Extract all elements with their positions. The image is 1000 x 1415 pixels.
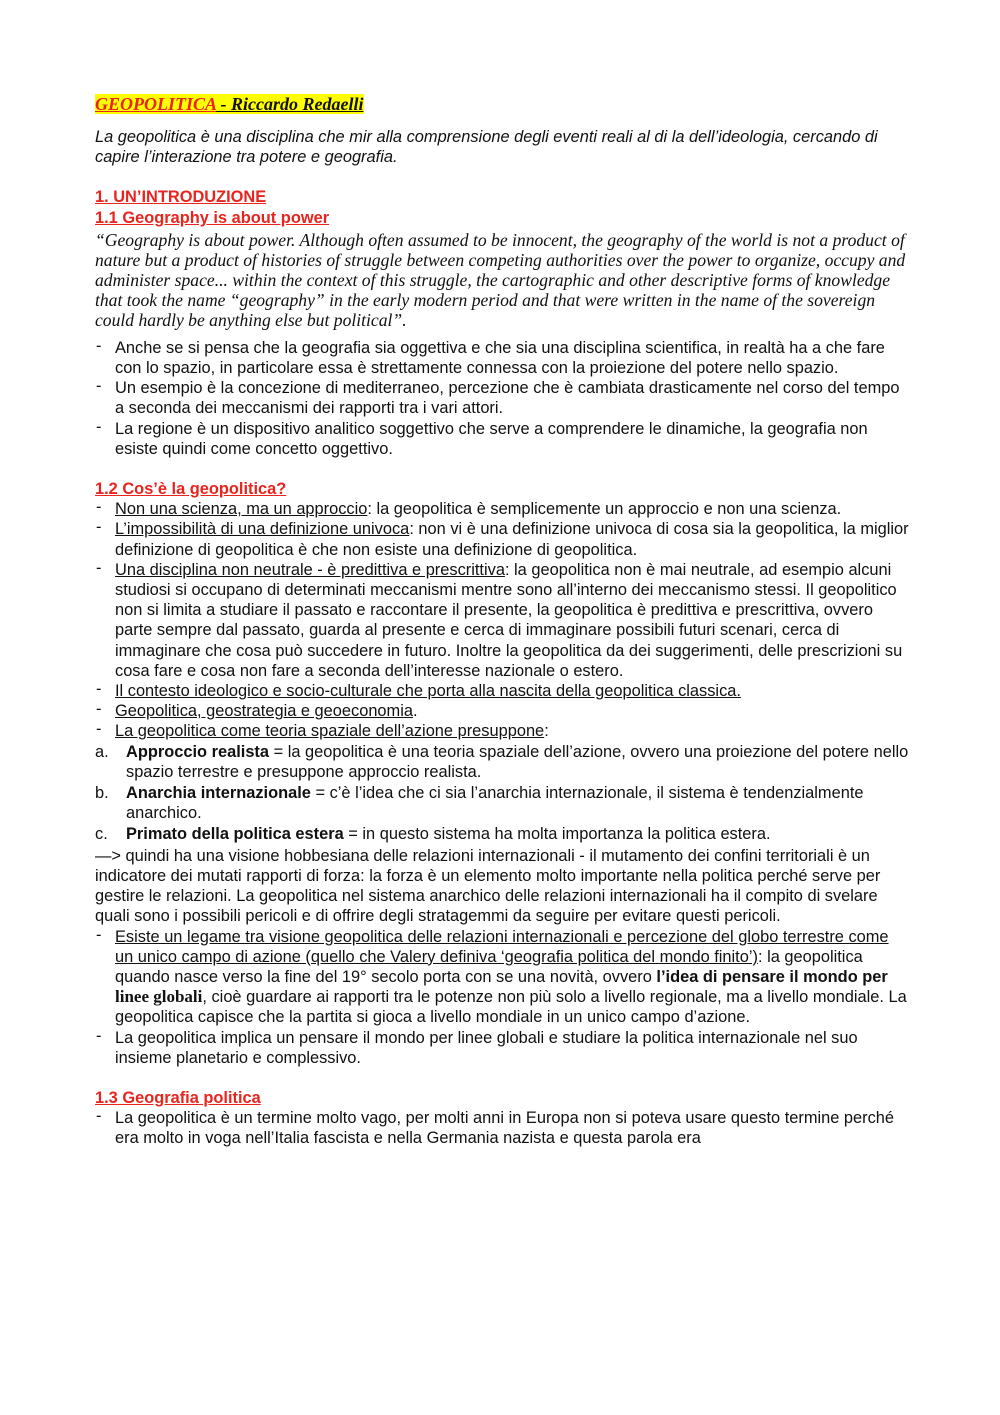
list-item: - La geopolitica implica un pensare il mondo per linee globali e studiare la politica internazionale nel suo insieme planetario e complessivo. bbox=[95, 1028, 910, 1068]
section-1-3-list bbox=[95, 1108, 910, 1148]
document-title bbox=[95, 92, 910, 116]
section-1-2-list bbox=[95, 499, 910, 741]
list-item-key: Geopolitica, geostrategia e geoeconomia bbox=[115, 702, 413, 721]
list-item-key: Primato della politica estera bbox=[126, 825, 344, 844]
list-item-text: , cioè guardare ai rapporti tra le potenze non più solo a livello regionale, ma a livello mondiale. La geopolitica capisce che la partita si gioca a livello mondiale in un unico campo d’azione. bbox=[115, 988, 907, 1027]
list-item-text: : la geopolitica non è mai neutrale, ad esempio alcuni studiosi si occupano di determinati meccanismi mentre sono all’interno dei meccanismo stessi. Il geopolitico non si limita a studiare il passato e raccontare il presente, la geopolitica è predittiva e prescrittiva, ovvero parte sempre dal passato, guarda al presente e cerca di immaginare possibili futuri scenari, cerca di immaginare che cosa può succedere in futuro. Inoltre la geopolitica da dei suggerimenti, delle prescrizioni su cosa fare e cosa non fare a seconda dell’interesse nazionale o estero. bbox=[115, 560, 903, 680]
list-item bbox=[95, 560, 910, 681]
list-item-key: Approccio realista bbox=[126, 742, 270, 761]
list-item-text: : bbox=[544, 722, 549, 741]
section-1-1-heading: 1.1 Geography is about power bbox=[95, 208, 330, 227]
section-1-1-list bbox=[95, 338, 910, 459]
presupposti-list bbox=[95, 742, 910, 845]
list-item bbox=[95, 519, 910, 559]
list-item-bold: l’idea di pensare il mondo per bbox=[656, 967, 888, 986]
list-item: - La regione è un dispositivo analitico soggettivo che serve a comprendere le dinamiche, la geografia non esiste quindi come concetto oggettivo. bbox=[95, 419, 910, 459]
geography-quote: “Geography is about power. Although often assumed to be innocent, the geography of the world is not a product of nature but a product of histories of struggle between competing authorities over the power to organize, occupy and administer space... within the context of this struggle, the cartographic and other descriptive forms of knowledge that took the name “geography” in the early modern period and that were written in the name of the sovereign could hardly be anything else but political”. bbox=[95, 229, 906, 330]
list-item: - Anche se si pensa che la geografia sia oggettiva e che sia una disciplina scientifica, in realtà ha a che fare con lo spazio, in particolare essa è strettamente connessa con la proiezione del potere nello spazio. bbox=[95, 338, 910, 378]
list-marker: c. bbox=[95, 825, 108, 844]
list-item-text: : la geopolitica è semplicemente un approccio e non una scienza. bbox=[367, 500, 842, 519]
list-item bbox=[95, 499, 910, 519]
list-item-key: La geopolitica come teoria spaziale dell’azione presuppone bbox=[115, 722, 545, 741]
section-1-2-heading: 1.2 Cos’è la geopolitica? bbox=[95, 480, 287, 499]
section-1-heading: 1. UN’INTRODUZIONE bbox=[95, 188, 267, 207]
list-item-text: = la geopolitica è una teoria spaziale dell’azione, ovvero una proiezione del potere nello spazio terrestre e presuppone approccio realista. bbox=[126, 742, 909, 781]
list-item-text: : non vi è una definizione univoca di cosa sia la geopolitica, la miglior definizione di geopolitica è che non esiste una definizione di geopolitica. bbox=[115, 520, 909, 559]
section-1-2-list-cont bbox=[95, 927, 910, 1068]
list-item: - La geopolitica è un termine molto vago, per molti anni in Europa non si poteva usare questo termine perché era molto in voga nell’Italia fascista e nella Germania nazista e questa parola era bbox=[95, 1108, 910, 1148]
list-item-text: = c’è l’idea che ci sia l’anarchia internazionale, il sistema è tendenzialmente anarchico. bbox=[126, 784, 864, 823]
list-item bbox=[95, 927, 910, 1028]
list-item-bold-serif: linee globali bbox=[115, 987, 203, 1007]
title-geopolitica: GEOPOLITICA bbox=[95, 94, 217, 114]
list-item-key: L’impossibilità di una definizione univoca bbox=[115, 520, 410, 539]
list-item-key: Il contesto ideologico e socio-culturale che porta alla nascita della geopolitica classica. bbox=[115, 682, 741, 701]
list-item bbox=[95, 742, 910, 782]
list-item-key: Esiste un legame tra visione geopolitica delle relazioni internazionali e percezione del globo terrestre come un unico campo di azione (quello che Valery definiva ‘geografia politica del mondo finito’) bbox=[115, 927, 889, 966]
document-page bbox=[95, 92, 910, 1149]
list-item: - Un esempio è la concezione di mediterraneo, percezione che è cambiata drasticamente nel corso del tempo a seconda dei meccanismi dei rapporti tra i vari attori. bbox=[95, 378, 910, 418]
list-marker: a. bbox=[95, 742, 109, 761]
list-item-key: Non una scienza, ma un approccio bbox=[115, 500, 368, 519]
list-item bbox=[95, 721, 910, 741]
title-author: - Riccardo Redaelli bbox=[216, 94, 364, 114]
intro-paragraph: La geopolitica è una disciplina che mir alla comprensione degli eventi reali al di la dell’ideologia, cercando di capire l’interazione tra potere e geografia. bbox=[95, 128, 878, 167]
list-item bbox=[95, 783, 910, 823]
section-1-3-heading: 1.3 Geografia politica bbox=[95, 1088, 261, 1107]
list-item-text: = in questo sistema ha molta importanza la politica estera. bbox=[343, 825, 771, 844]
list-item-key: Anarchia internazionale bbox=[126, 784, 311, 803]
hobbesian-paragraph: —> quindi ha una visione hobbesiana delle relazioni internazionali - il mutamento dei confini territoriali è un indicatore dei mutati rapporti di forza: la forza è un elemento molto importante nella politica perché serve per gestire le relazioni. La geopolitica nel sistema anarchico delle relazioni internazionali ha il compito di svelare quali sono i possibili pericoli e di offrire degli stratagemmi da seguire per evitare questi pericoli. bbox=[95, 846, 881, 926]
list-marker: b. bbox=[95, 784, 109, 803]
list-item-text: . bbox=[412, 702, 418, 721]
list-item bbox=[95, 701, 910, 721]
list-item-text: : la geopolitica quando nasce verso la fine del 19° secolo porta con se una novità, ovvero bbox=[115, 947, 863, 986]
list-item bbox=[95, 681, 910, 701]
list-item bbox=[95, 824, 910, 844]
list-item-key: Una disciplina non neutrale - è predittiva e prescrittiva bbox=[115, 560, 505, 579]
